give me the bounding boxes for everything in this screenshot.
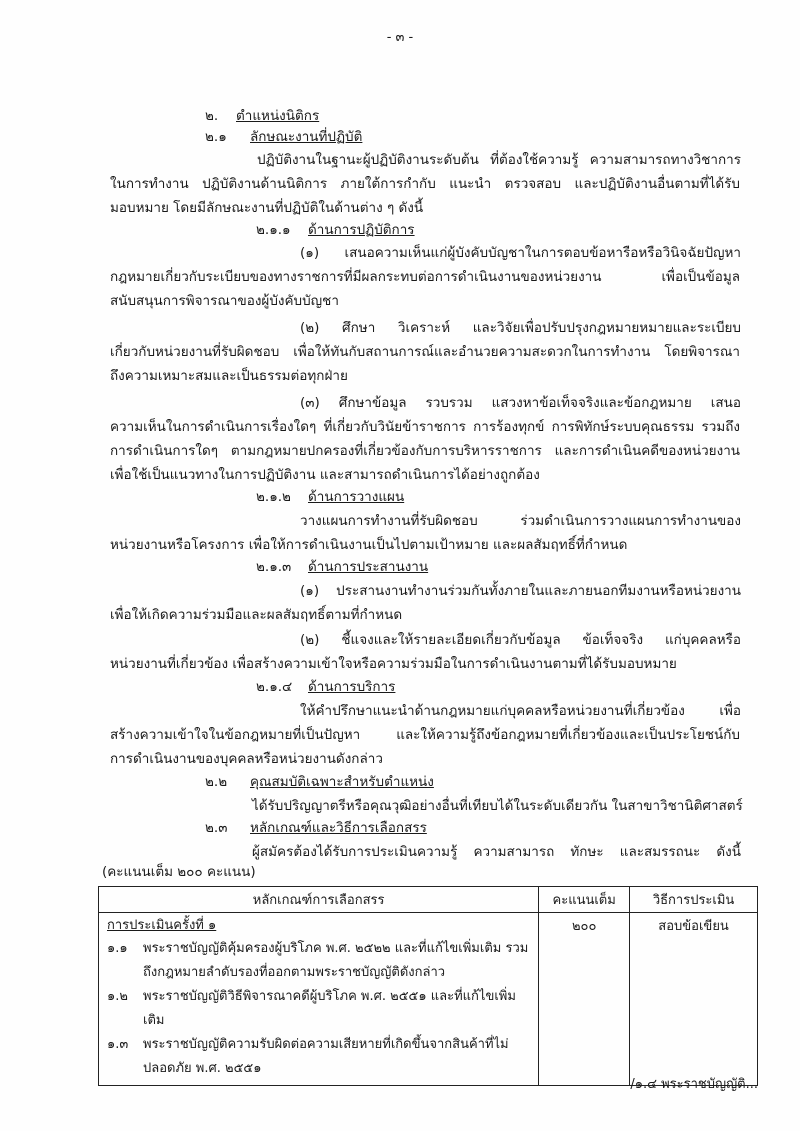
header-method: วิธีการประเมิน bbox=[630, 887, 758, 913]
paragraph-line: ให้คำปรึกษาแนะนำด้านกฎหมายแก่บุคคลหรือหน่วยงานที่เกี่ยวข้อง เพื่อ bbox=[300, 703, 741, 719]
section-title: ตำแหน่งนิติกร bbox=[236, 108, 320, 124]
paragraph-line: เกี่ยวกับหน่วยงานที่รับผิดชอบ เพื่อให้ทันกับสถานการณ์และอำนวยความสะดวกในการทำงาน โดยพิจารณา bbox=[110, 344, 740, 360]
paragraph-line: หน่วยงานหรือโครงการ เพื่อให้การดำเนินงานเป็นไปตามเป้าหมาย และผลสัมฤทธิ์ที่กำหนด bbox=[110, 537, 628, 553]
paragraph-line: วางแผนการทำงานที่รับผิดชอบ ร่วมดำเนินการวางแผนการทำงานของ bbox=[300, 513, 741, 529]
subsection-2-1-1-title: ด้านการปฏิบัติการ bbox=[308, 222, 415, 238]
paragraph-line: ปฏิบัติงานในฐานะผู้ปฏิบัติงานระดับต้น ที่ต้องใช้ความรู้ ความสามารถทางวิชาการ bbox=[257, 152, 741, 168]
selection-criteria-table bbox=[98, 886, 758, 1086]
full-score-cell: ๒๐๐ bbox=[539, 913, 630, 1086]
item-number: ๑.๓ bbox=[107, 1037, 129, 1052]
item-text: พระราชบัญญัติวิธีพิจารณาคดีผู้บริโภค พ.ศ. ๒๕๕๑ และที่แก้ไขเพิ่มเติม bbox=[143, 989, 516, 1028]
table-row bbox=[99, 913, 758, 1086]
subsection-2-3-number: ๒.๓ bbox=[205, 820, 228, 836]
paragraph-line: กฎหมายเกี่ยวกับระเบียบของทางราชการที่มีผลกระทบต่อการดำเนินงานของหน่วยงาน เพื่อเป็นข้อมูล bbox=[110, 269, 740, 285]
subsection-2-1-1-number: ๒.๑.๑ bbox=[256, 222, 291, 238]
item-text: พระราชบัญญัติคุ้มครองผู้บริโภค พ.ศ. ๒๕๒๒ และที่แก้ไขเพิ่มเติม รวมถึงกฎหมายลำดับรองที่ออกตามพระราชบัญญัติดังกล่าว bbox=[143, 941, 529, 980]
list-item bbox=[107, 985, 530, 1033]
qualification-text: ได้รับปริญญาตรีหรือคุณวุฒิอย่างอื่นที่เทียบได้ในระดับเดียวกัน ในสาขาวิชานิติศาสตร์ bbox=[252, 798, 743, 814]
subsection-2-3-title: หลักเกณฑ์และวิธีการเลือกสรร bbox=[250, 820, 427, 836]
paragraph-line: สนับสนุนการพิจารณาของผู้บังคับบัญชา bbox=[110, 293, 339, 309]
header-criteria: หลักเกณฑ์การเลือกสรร bbox=[99, 887, 539, 913]
paragraph-line: หน่วยงานที่เกี่ยวข้อง เพื่อสร้างความเข้าใจหรือความร่วมมือในการดำเนินงานตามที่ได้รับมอบหมาย bbox=[110, 656, 677, 672]
paragraph-line: (๑) ประสานงานทำงานร่วมกันทั้งภายในและภายนอกทีมงานหรือหน่วยงาน bbox=[300, 583, 741, 599]
paragraph-line: (๒) ศึกษา วิเคราะห์ และวิจัยเพื่อปรับปรุงกฎหมายหมายและระเบียบ bbox=[300, 320, 741, 336]
method-cell: สอบข้อเขียน bbox=[630, 913, 758, 1086]
subsection-2-1-2-number: ๒.๑.๒ bbox=[256, 489, 291, 505]
paragraph-line: (๑) เสนอความเห็นแก่ผู้บังคับบัญชาในการตอบข้อหารือหรือวินิจฉัยปัญหา bbox=[300, 245, 741, 261]
paragraph-line: (๓) ศึกษาข้อมูล รวบรวม แสวงหาข้อเท็จจริงและข้อกฎหมาย เสนอ bbox=[300, 395, 741, 411]
subsection-2-1-title: ลักษณะงานที่ปฏิบัติ bbox=[250, 129, 363, 145]
header-full-score: คะแนนเต็ม bbox=[539, 887, 630, 913]
table-header-row bbox=[99, 887, 758, 913]
subsection-2-1-2-title: ด้านการวางแผน bbox=[308, 489, 405, 505]
paragraph-line: เพื่อใช้เป็นแนวทางในการปฏิบัติงาน และสามารถดำเนินการได้อย่างถูกต้อง bbox=[110, 467, 540, 483]
continuation-note: /๑.๔ พระราชบัญญัติ... bbox=[630, 1077, 758, 1092]
page-number: - ๓ - bbox=[386, 30, 414, 45]
paragraph-line: ถึงความเหมาะสมและเป็นธรรมต่อทุกฝ่าย bbox=[110, 368, 348, 384]
item-text: พระราชบัญญัติความรับผิดต่อความเสียหายที่เกิดขึ้นจากสินค้าที่ไม่ปลอดภัย พ.ศ. ๒๕๕๑ bbox=[143, 1037, 509, 1076]
paragraph-line: มอบหมาย โดยมีลักษณะงานที่ปฏิบัติในด้านต่าง ๆ ดังนี้ bbox=[110, 200, 424, 216]
paragraph-line: ผู้สมัครต้องได้รับการประเมินความรู้ ความสามารถ ทักษะ และสมรรถนะ ดังนี้ bbox=[252, 844, 741, 860]
subsection-2-1-3-number: ๒.๑.๓ bbox=[256, 559, 292, 575]
round-title: การประเมินครั้งที่ ๑ bbox=[107, 918, 217, 933]
subsection-2-1-4-title: ด้านการบริการ bbox=[308, 679, 396, 695]
subsection-2-1-3-title: ด้านการประสานงาน bbox=[308, 559, 429, 575]
list-item bbox=[107, 937, 530, 985]
paragraph-line: (๒) ชี้แจงและให้รายละเอียดเกี่ยวกับข้อมูล ข้อเท็จจริง แก่บุคคลหรือ bbox=[300, 632, 741, 648]
criteria-cell bbox=[99, 913, 539, 1086]
section-number: ๒. bbox=[205, 108, 219, 124]
paragraph-line: ความเห็นในการดำเนินการเรื่องใดๆ ที่เกี่ยวกับวินัยข้าราชการ การร้องทุกข์ การพิทักษ์ระบบคุณธรรม รวมถึง bbox=[110, 419, 740, 435]
list-item bbox=[107, 1033, 530, 1081]
paragraph-line: เพื่อให้เกิดความร่วมมือและผลสัมฤทธิ์ตามที่กำหนด bbox=[110, 607, 403, 623]
item-number: ๑.๑ bbox=[107, 941, 128, 956]
paragraph-line: (คะแนนเต็ม ๒๐๐ คะแนน) bbox=[102, 864, 256, 880]
subsection-2-1-number: ๒.๑ bbox=[205, 129, 227, 145]
subsection-2-2-number: ๒.๒ bbox=[205, 774, 228, 790]
subsection-2-1-4-number: ๒.๑.๔ bbox=[256, 679, 293, 695]
paragraph-line: การดำเนินการใดๆ ตามกฎหมายปกครองที่เกี่ยวข้องกับการบริหารราชการ และการดำเนินคดีของหน่วยงาน bbox=[110, 443, 740, 459]
subsection-2-2-title: คุณสมบัติเฉพาะสำหรับตำแหน่ง bbox=[250, 774, 434, 790]
paragraph-line: สร้างความเข้าใจในข้อกฎหมายที่เป็นปัญหา และให้ความรู้ถึงข้อกฎหมายที่เกี่ยวข้องและเป็นประโยชน์กับ bbox=[110, 727, 740, 743]
paragraph-line: ในการทำงาน ปฏิบัติงานด้านนิติการ ภายใต้การกำกับ แนะนำ ตรวจสอบ และปฏิบัติงานอื่นตามที่ได้รับ bbox=[110, 176, 740, 192]
paragraph-line: การดำเนินงานของบุคคลหรือหน่วยงานดังกล่าว bbox=[110, 751, 383, 767]
item-number: ๑.๒ bbox=[107, 989, 128, 1004]
